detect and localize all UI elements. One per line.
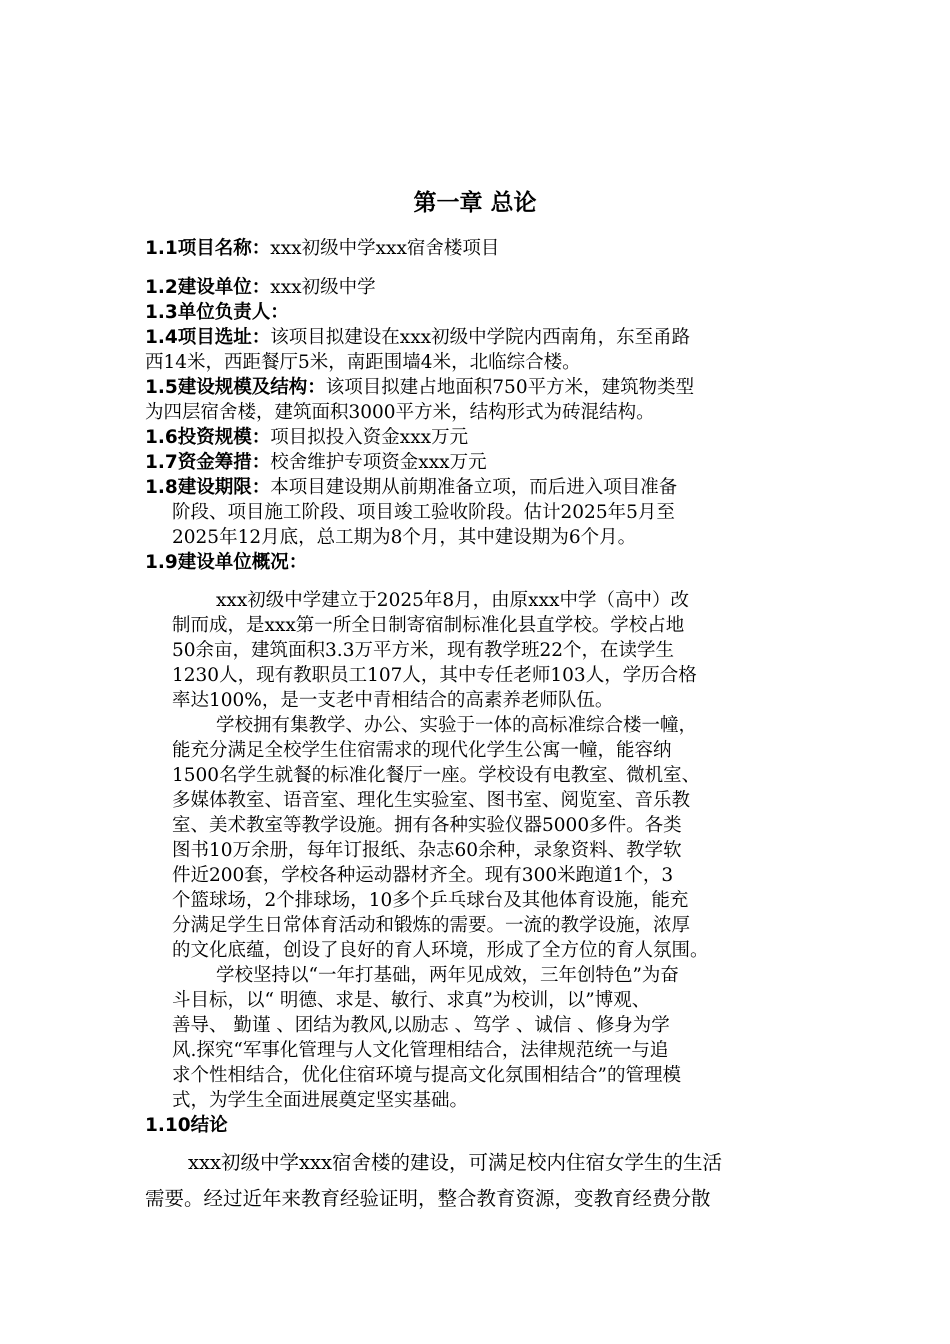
section-label: 1.2建设单位： — [145, 277, 271, 298]
section-label: 1.9建设单位概况： — [145, 552, 308, 573]
section-label: 1.1项目名称： — [145, 238, 271, 259]
overview-line: 图书10万余册，每年订报纸、杂志60余种，录象资料、教学软 — [172, 840, 682, 861]
overview-line: 50余亩，建筑面积3.3万平方米，现有教学班22个，在读学生 — [172, 640, 675, 661]
section-1-1 — [145, 236, 825, 261]
section-label: 1.10结论 — [145, 1115, 228, 1136]
overview-line: 学校拥有集教学、办公、实验于一体的高标准综合楼一幢， — [216, 715, 698, 736]
section-1-5-continuation: 为四层宿舍楼，建筑面积3000平方米，结构形式为砖混结构。 — [145, 402, 655, 423]
overview-line: 学校坚持以“一年打基础，两年见成效，三年创特色”为奋 — [216, 965, 679, 986]
overview-line: xxx初级中学建立于2025年8月，由原xxx中学（高中）改 — [216, 590, 689, 611]
section-1-9 — [145, 550, 825, 575]
overview-line: 多媒体教室、语音室、理化生实验室、图书室、阅览室、音乐教 — [172, 790, 691, 811]
section-1-10 — [145, 1113, 825, 1138]
overview-line: 1230人，现有教职员工107人，其中专任老师103人，学历合格 — [172, 665, 697, 686]
overview-line: 风.探究“军事化管理与人文化管理相结合，法律规范统一与追 — [172, 1040, 669, 1061]
section-value: xxx初级中学xxx宿舍楼项目 — [270, 238, 500, 259]
section-value: 本项目建设期从前期准备立项，而后进入项目准备 — [270, 477, 678, 498]
section-label: 1.4项目选址： — [145, 327, 271, 348]
overview-line: 制而成，是xxx第一所全日制寄宿制标准化县直学校。学校占地 — [172, 615, 685, 636]
section-label: 1.7资金筹措： — [145, 452, 271, 473]
overview-line: 求个性相结合，优化住宿环境与提高文化氛围相结合”的管理模 — [172, 1065, 681, 1086]
overview-line: 的文化底蕴，创设了良好的育人环境，形成了全方位的育人氛围。 — [172, 940, 709, 961]
section-label: 1.6投资规模： — [145, 427, 271, 448]
overview-line: 斗目标，以“ 明德、求是、敏行、求真”为校训，以”博观、 — [172, 990, 651, 1011]
overview-line: 件近200套，学校各种运动器材齐全。现有300米跑道1个，3 — [172, 865, 674, 886]
section-1-4 — [145, 325, 825, 350]
section-label: 1.3单位负责人： — [145, 302, 289, 323]
section-1-4-continuation: 西14米，西距餐厅5米，南距围墙4米，北临综合楼。 — [145, 352, 581, 373]
section-1-8-continuation-1: 阶段、项目施工阶段、项目竣工验收阶段。估计2025年5月至 — [172, 502, 675, 523]
section-value: 项目拟投入资金xxx万元 — [270, 427, 469, 448]
overview-line: 个篮球场，2个排球场，10多个乒乓球台及其他体育设施，能充 — [172, 890, 689, 911]
section-1-7 — [145, 450, 825, 475]
conclusion-line: xxx初级中学xxx宿舍楼的建设，可满足校内住宿女学生的生活 — [188, 1151, 722, 1174]
section-1-2 — [145, 275, 825, 300]
overview-line: 能充分满足全校学生住宿需求的现代化学生公寓一幢，能容纳 — [172, 740, 672, 761]
section-1-5 — [145, 375, 825, 400]
conclusion-line: 需要。经过近年来教育经验证明，整合教育资源，变教育经费分散 — [145, 1187, 711, 1210]
chapter-title: 第一章 总论 — [413, 190, 537, 216]
section-value: 该项目拟建占地面积750平方米，建筑物类型 — [325, 377, 695, 398]
section-1-3 — [145, 300, 825, 325]
overview-line: 室、美术教室等教学设施。拥有各种实验仪器5000多件。各类 — [172, 815, 682, 836]
overview-line: 率达100%，是一支老中青相结合的高素养老师队伍。 — [172, 690, 614, 711]
overview-line: 善导、 勤谨 、团结为教风,以励志 、笃学 、诚信 、修身为学 — [172, 1015, 670, 1036]
section-value: xxx初级中学 — [270, 277, 376, 298]
section-1-6 — [145, 425, 825, 450]
overview-line: 分满足学生日常体育活动和锻炼的需要。一流的教学设施，浓厚 — [172, 915, 691, 936]
section-label: 1.8建设期限： — [145, 477, 271, 498]
section-1-8-continuation-2: 2025年12月底，总工期为8个月，其中建设期为6个月。 — [172, 527, 637, 548]
section-label: 1.5建设规模及结构： — [145, 377, 326, 398]
section-value: 校舍维护专项资金xxx万元 — [270, 452, 487, 473]
overview-line: 式，为学生全面进展奠定坚实基础。 — [172, 1090, 469, 1111]
section-1-8 — [145, 475, 825, 500]
section-value: 该项目拟建设在xxx初级中学院内西南角，东至甬路 — [270, 327, 691, 348]
overview-line: 1500名学生就餐的标准化餐厅一座。学校设有电教室、微机室、 — [172, 765, 701, 786]
